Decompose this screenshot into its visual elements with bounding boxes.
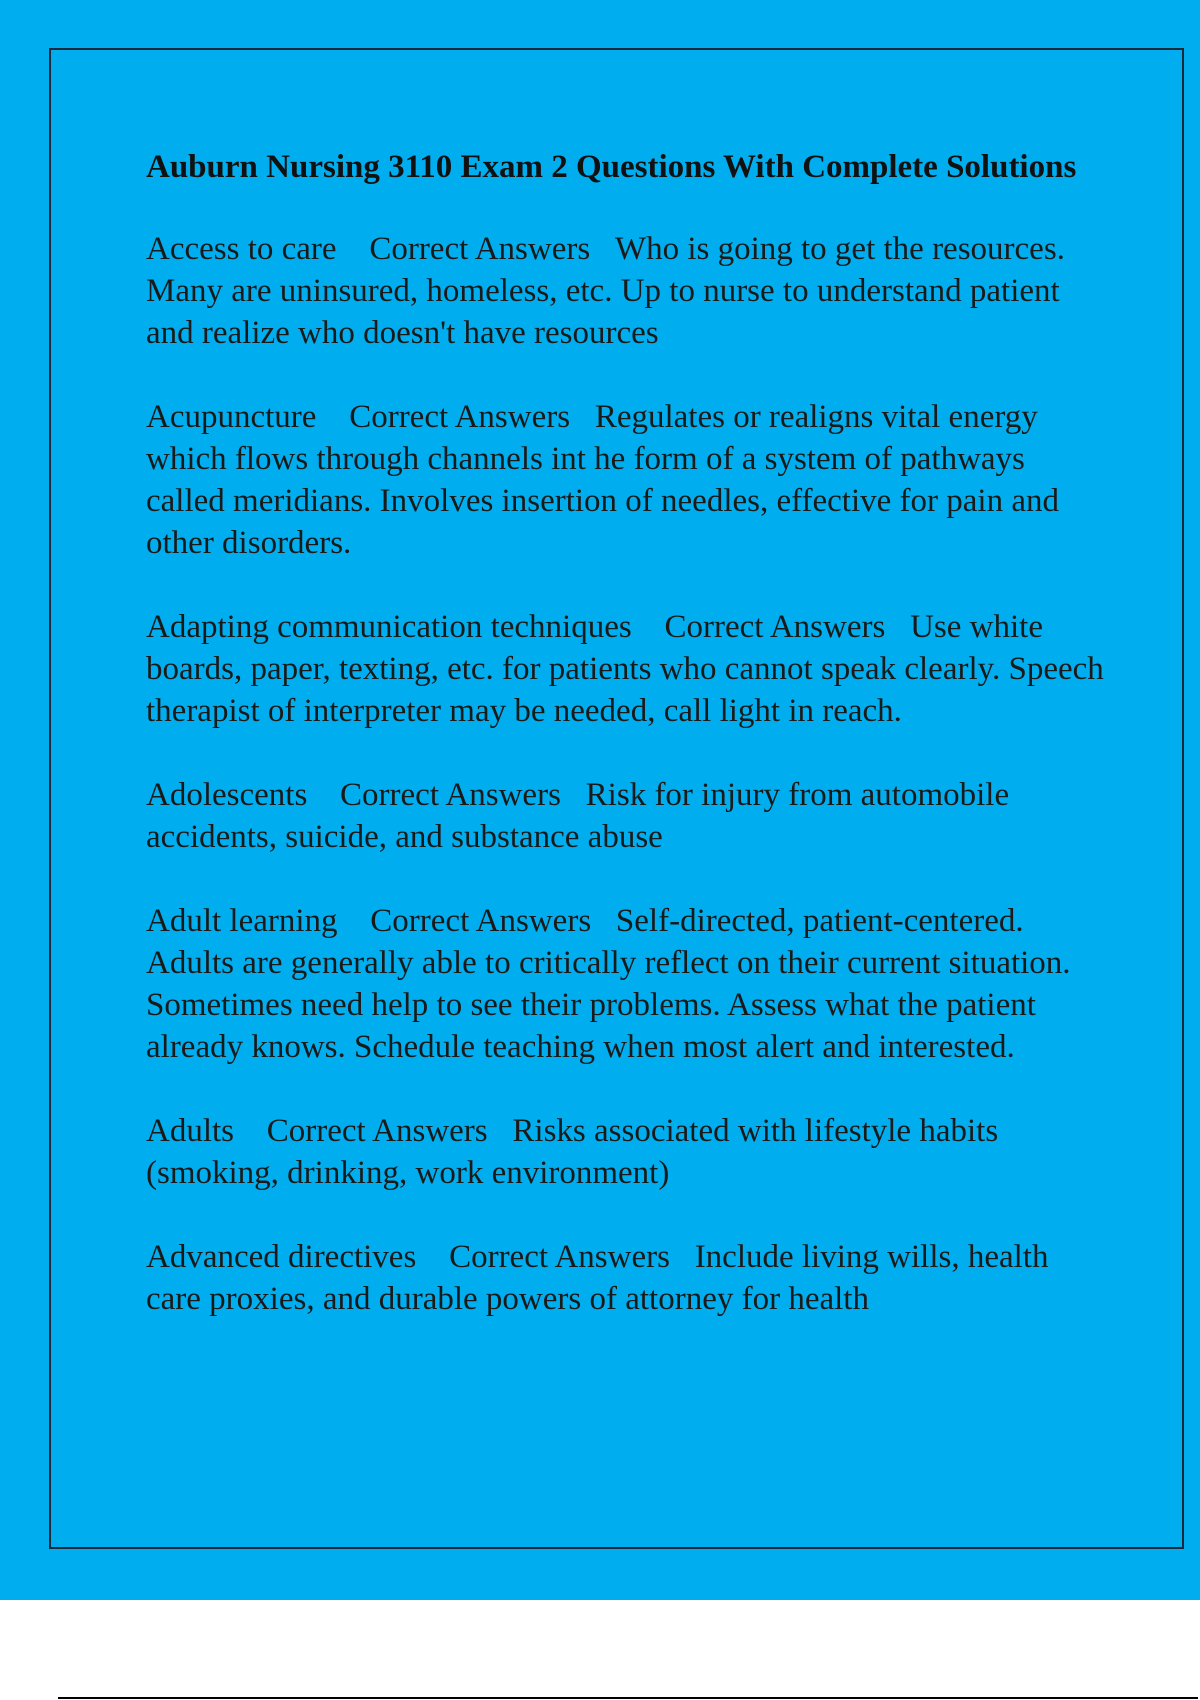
entry-answer: Include living wills, health care proxies, and durable powers of attorney for health [146, 1239, 1049, 1317]
entry-term: Adult learning [146, 903, 338, 939]
qa-entry [146, 774, 1106, 858]
qa-entry [146, 1110, 1106, 1194]
qa-entry [146, 606, 1106, 732]
entry-term: Adults [146, 1113, 235, 1149]
qa-entry [146, 1236, 1106, 1320]
entry-label: Correct Answers [349, 399, 571, 435]
entry-answer: Regulates or realigns vital energy which flows through channels int he form of a system of pathways called meridians. Involves insertion of needles, effective for pain and other disorders. [146, 399, 1059, 561]
entry-answer: Who is going to get the resources. Many are uninsured, homeless, etc. Up to nurse to understand patient and realize who doesn't have resources [146, 231, 1065, 351]
entry-term: Adolescents [146, 777, 308, 813]
entry-answer: Risks associated with lifestyle habits (smoking, drinking, work environment) [146, 1113, 999, 1191]
entry-label: Correct Answers [369, 231, 591, 267]
entry-term: Advanced directives [146, 1239, 417, 1275]
qa-entry [146, 228, 1106, 354]
document-title: Auburn Nursing 3110 Exam 2 Questions With Complete Solutions [146, 149, 1077, 185]
entry-label: Correct Answers [449, 1239, 670, 1275]
entry-label: Correct Answers [266, 1113, 488, 1149]
entry-answer: Self-directed, patient-centered. Adults are generally able to critically reflect on their current situation. Sometimes need help to see their problems. Assess what the patient already knows. Schedule teaching when most alert and interested. [146, 903, 1071, 1065]
entry-label: Correct Answers [340, 777, 561, 813]
entry-term: Access to care [146, 231, 337, 267]
footer-rule [58, 1697, 1198, 1699]
entry-term: Adapting communication techniques [146, 609, 632, 645]
entry-label: Correct Answers [370, 903, 592, 939]
entry-answer: Use white boards, paper, texting, etc. for patients who cannot speak clearly. Speech therapist of interpreter may be needed, call light in reach. [146, 609, 1104, 729]
entry-term: Acupuncture [146, 399, 317, 435]
qa-entry [146, 396, 1106, 564]
entry-answer: Risk for injury from automobile accidents, suicide, and substance abuse [146, 777, 1010, 855]
entry-label: Correct Answers [664, 609, 886, 645]
document-body [146, 146, 1106, 1362]
qa-entry [146, 900, 1106, 1068]
